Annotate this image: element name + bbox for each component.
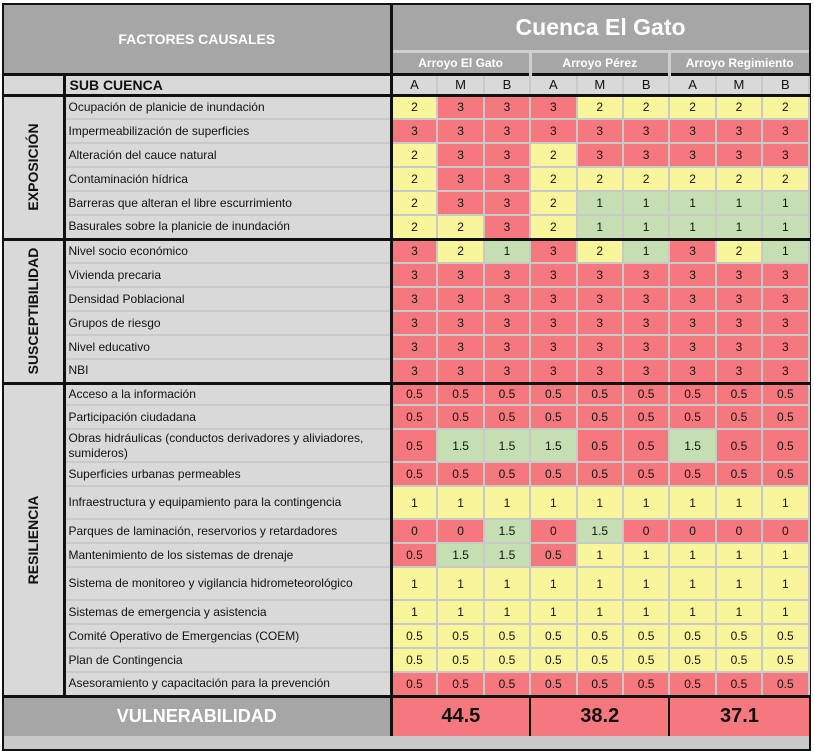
score-cell: 0.5	[484, 383, 530, 405]
score-cell: 3	[437, 359, 483, 383]
score-cell: 3	[669, 119, 715, 143]
score-cell: 2	[530, 167, 576, 191]
score-cell: 1	[716, 486, 762, 519]
score-cell: 1	[762, 543, 808, 567]
score-cell: 3	[484, 191, 530, 215]
score-cell: 1	[716, 543, 762, 567]
score-cell: 3	[530, 95, 576, 119]
score-cell: 0.5	[577, 429, 623, 462]
score-cell: 1	[623, 600, 669, 624]
score-cell: 3	[530, 335, 576, 359]
category-label: EXPOSICIÓN	[25, 123, 42, 211]
score-cell: 0.5	[669, 405, 715, 429]
score-cell: 0	[669, 519, 715, 543]
category-label: SUSCEPTIBILIDAD	[25, 247, 42, 375]
score-cell: 1	[577, 543, 623, 567]
score-cell: 3	[530, 119, 576, 143]
score-cell: 3	[391, 263, 437, 287]
factor-row	[4, 95, 809, 119]
score-cell: 0.5	[391, 624, 437, 648]
factor-label: Impermeabilización de superficies	[64, 119, 391, 143]
score-cell: 0	[391, 519, 437, 543]
score-cell: 0	[623, 519, 669, 543]
score-cell: 3	[716, 311, 762, 335]
factor-label: Sistemas de emergencia y asistencia	[64, 600, 391, 624]
score-cell: 0.5	[530, 383, 576, 405]
score-cell: 0.5	[437, 405, 483, 429]
score-cell: 3	[762, 335, 808, 359]
level-header: A	[669, 74, 715, 95]
score-cell: 0.5	[623, 462, 669, 486]
factor-label: Asesoramiento y capacitación para la prevención	[64, 672, 391, 696]
vulnerabilidad-value-arroyo-regimiento: 37.1	[669, 696, 808, 736]
score-cell: 1	[623, 215, 669, 239]
score-cell: 0.5	[577, 462, 623, 486]
score-cell: 1	[530, 600, 576, 624]
factor-row	[4, 311, 809, 335]
score-cell: 3	[716, 143, 762, 167]
score-cell: 1	[669, 486, 715, 519]
score-cell: 0.5	[716, 462, 762, 486]
vulnerability-table	[4, 5, 810, 736]
score-cell: 1.5	[484, 543, 530, 567]
level-header: M	[577, 74, 623, 95]
score-cell: 2	[437, 215, 483, 239]
score-cell: 2	[391, 215, 437, 239]
score-cell: 3	[669, 239, 715, 263]
score-cell: 0.5	[669, 383, 715, 405]
score-cell: 3	[577, 335, 623, 359]
score-cell: 1.5	[669, 429, 715, 462]
score-cell: 3	[437, 95, 483, 119]
score-cell: 0.5	[391, 672, 437, 696]
factor-row	[4, 335, 809, 359]
score-cell: 2	[669, 95, 715, 119]
factor-label: NBI	[64, 359, 391, 383]
score-cell: 0.5	[716, 383, 762, 405]
score-cell: 2	[716, 239, 762, 263]
factor-label: Superficies urbanas permeables	[64, 462, 391, 486]
score-cell: 3	[484, 215, 530, 239]
score-cell: 1	[623, 567, 669, 600]
score-cell: 1.5	[437, 429, 483, 462]
score-cell: 0.5	[577, 648, 623, 672]
score-cell: 1.5	[437, 543, 483, 567]
factor-row	[4, 567, 809, 600]
score-cell: 1	[669, 543, 715, 567]
score-cell: 3	[484, 143, 530, 167]
score-cell: 2	[762, 95, 808, 119]
factor-label: Grupos de riesgo	[64, 311, 391, 335]
score-cell: 3	[577, 311, 623, 335]
score-cell: 1	[669, 215, 715, 239]
score-cell: 1	[437, 600, 483, 624]
score-cell: 1.5	[484, 429, 530, 462]
factor-label: Participación ciudadana	[64, 405, 391, 429]
score-cell: 0.5	[577, 405, 623, 429]
score-cell: 1	[762, 215, 808, 239]
score-cell: 2	[391, 95, 437, 119]
score-cell: 1	[623, 543, 669, 567]
vulnerabilidad-label: VULNERABILIDAD	[4, 696, 391, 736]
score-cell: 1	[530, 486, 576, 519]
score-cell: 1	[716, 567, 762, 600]
score-cell: 3	[669, 335, 715, 359]
score-cell: 3	[391, 119, 437, 143]
score-cell: 3	[391, 311, 437, 335]
score-cell: 1	[577, 567, 623, 600]
score-cell: 3	[669, 311, 715, 335]
score-cell: 1	[623, 486, 669, 519]
score-cell: 0.5	[437, 648, 483, 672]
factor-row	[4, 119, 809, 143]
score-cell: 2	[577, 95, 623, 119]
score-cell: 3	[716, 335, 762, 359]
level-header: B	[762, 74, 808, 95]
score-cell: 3	[669, 359, 715, 383]
sub-cuenca-label: SUB CUENCA	[64, 74, 391, 95]
score-cell: 3	[484, 359, 530, 383]
score-cell: 3	[391, 359, 437, 383]
score-cell: 0.5	[530, 648, 576, 672]
score-cell: 2	[391, 167, 437, 191]
factor-row	[4, 405, 809, 429]
factor-label: Infraestructura y equipamiento para la contingencia	[64, 486, 391, 519]
score-cell: 1	[484, 486, 530, 519]
score-cell: 0.5	[437, 672, 483, 696]
score-cell: 1	[762, 239, 808, 263]
score-cell: 2	[623, 95, 669, 119]
score-cell: 0.5	[716, 624, 762, 648]
score-cell: 1	[762, 191, 808, 215]
score-cell: 3	[762, 119, 808, 143]
factor-label: Contaminación hídrica	[64, 167, 391, 191]
score-cell: 1	[716, 600, 762, 624]
score-cell: 0	[437, 519, 483, 543]
score-cell: 3	[669, 287, 715, 311]
score-cell: 1	[437, 486, 483, 519]
factor-row	[4, 167, 809, 191]
score-cell: 3	[437, 287, 483, 311]
score-cell: 2	[577, 167, 623, 191]
score-cell: 0.5	[530, 624, 576, 648]
score-cell: 2	[716, 95, 762, 119]
score-cell: 3	[577, 359, 623, 383]
score-cell: 0.5	[716, 405, 762, 429]
vulnerabilidad-value-arroyo-el-gato: 44.5	[391, 696, 530, 736]
factor-label: Densidad Poblacional	[64, 287, 391, 311]
score-cell: 0.5	[623, 383, 669, 405]
score-cell: 0.5	[623, 405, 669, 429]
factor-row	[4, 239, 809, 263]
score-cell: 1	[437, 567, 483, 600]
score-cell: 0.5	[530, 462, 576, 486]
score-cell: 3	[530, 287, 576, 311]
category-resiliencia	[4, 383, 64, 696]
level-header: M	[716, 74, 762, 95]
score-cell: 0.5	[716, 429, 762, 462]
score-cell: 0.5	[623, 624, 669, 648]
score-cell: 3	[716, 359, 762, 383]
score-cell: 0.5	[530, 543, 576, 567]
sub-basin-header-arroyo-perez: Arroyo Pérez	[530, 51, 669, 74]
score-cell: 2	[669, 167, 715, 191]
factor-label: Parques de laminación, reservorios y retardadores	[64, 519, 391, 543]
score-cell: 3	[437, 167, 483, 191]
score-cell: 3	[530, 239, 576, 263]
score-cell: 1	[391, 486, 437, 519]
score-cell: 1	[716, 191, 762, 215]
score-cell: 1	[577, 600, 623, 624]
score-cell: 3	[716, 287, 762, 311]
factor-label: Nivel socio económico	[64, 239, 391, 263]
factor-row	[4, 263, 809, 287]
score-cell: 0	[762, 519, 808, 543]
vulnerabilidad-value-arroyo-perez: 38.2	[530, 696, 669, 736]
score-cell: 0.5	[391, 429, 437, 462]
level-header: M	[437, 74, 483, 95]
score-cell: 2	[530, 191, 576, 215]
factor-row	[4, 486, 809, 519]
score-cell: 0.5	[391, 405, 437, 429]
score-cell: 0.5	[391, 462, 437, 486]
score-cell: 1	[716, 215, 762, 239]
score-cell: 3	[577, 143, 623, 167]
score-cell: 1	[484, 567, 530, 600]
factor-label: Comité Operativo de Emergencias (COEM)	[64, 624, 391, 648]
score-cell: 0.5	[484, 624, 530, 648]
score-cell: 0.5	[484, 672, 530, 696]
score-cell: 3	[437, 263, 483, 287]
score-cell: 1	[530, 567, 576, 600]
score-cell: 1	[623, 239, 669, 263]
score-cell: 3	[762, 263, 808, 287]
score-cell: 3	[762, 287, 808, 311]
score-cell: 0.5	[716, 672, 762, 696]
sub-basin-header-arroyo-regimiento: Arroyo Regimiento	[669, 51, 808, 74]
score-cell: 0.5	[623, 429, 669, 462]
score-cell: 3	[484, 95, 530, 119]
cuenca-title: Cuenca El Gato	[391, 5, 809, 51]
score-cell: 1	[669, 567, 715, 600]
score-cell: 3	[762, 143, 808, 167]
factor-row	[4, 143, 809, 167]
score-cell: 1.5	[530, 429, 576, 462]
score-cell: 1	[391, 600, 437, 624]
score-cell: 0.5	[391, 383, 437, 405]
score-cell: 0.5	[669, 462, 715, 486]
score-cell: 2	[762, 167, 808, 191]
score-cell: 2	[391, 143, 437, 167]
score-cell: 0.5	[669, 648, 715, 672]
score-cell: 0.5	[669, 624, 715, 648]
score-cell: 3	[484, 287, 530, 311]
score-cell: 0.5	[530, 405, 576, 429]
score-cell: 3	[484, 167, 530, 191]
score-cell: 3	[391, 335, 437, 359]
score-cell: 3	[437, 311, 483, 335]
score-cell: 0	[530, 519, 576, 543]
factor-label: Nivel educativo	[64, 335, 391, 359]
factor-row	[4, 519, 809, 543]
score-cell: 3	[623, 359, 669, 383]
score-cell: 3	[484, 311, 530, 335]
vulnerabilidad-row	[4, 696, 809, 736]
score-cell: 3	[437, 335, 483, 359]
score-cell: 2	[391, 191, 437, 215]
score-cell: 1	[577, 486, 623, 519]
factor-row	[4, 215, 809, 239]
score-cell: 0.5	[762, 405, 808, 429]
score-cell: 3	[437, 119, 483, 143]
level-header: A	[391, 74, 437, 95]
score-cell: 0.5	[437, 462, 483, 486]
score-cell: 3	[530, 263, 576, 287]
score-cell: 3	[577, 119, 623, 143]
score-cell: 0.5	[762, 429, 808, 462]
category-label: RESILIENCIA	[25, 495, 42, 584]
score-cell: 3	[623, 287, 669, 311]
category-susceptibilidad	[4, 239, 64, 383]
factor-row	[4, 429, 809, 462]
score-cell: 2	[437, 239, 483, 263]
factor-row	[4, 287, 809, 311]
score-cell: 0.5	[391, 648, 437, 672]
score-cell: 0.5	[762, 383, 808, 405]
score-cell: 0.5	[577, 672, 623, 696]
score-cell: 0.5	[762, 672, 808, 696]
score-cell: 0.5	[623, 648, 669, 672]
score-cell: 3	[623, 263, 669, 287]
score-cell: 1	[623, 191, 669, 215]
score-cell: 3	[391, 287, 437, 311]
factor-row	[4, 600, 809, 624]
category-exposicion	[4, 95, 64, 239]
score-cell: 3	[623, 143, 669, 167]
sub-cuenca-spacer	[4, 74, 64, 95]
score-cell: 3	[577, 263, 623, 287]
factor-label: Sistema de monitoreo y vigilancia hidrometeorológico	[64, 567, 391, 600]
factores-causales-header: FACTORES CAUSALES	[4, 5, 391, 74]
factor-row	[4, 543, 809, 567]
score-cell: 3	[669, 143, 715, 167]
factor-label: Vivienda precaria	[64, 263, 391, 287]
score-cell: 0.5	[437, 383, 483, 405]
score-cell: 3	[391, 239, 437, 263]
score-cell: 1.5	[484, 519, 530, 543]
score-cell: 1	[669, 600, 715, 624]
factor-row	[4, 648, 809, 672]
score-cell: 3	[530, 311, 576, 335]
score-cell: 0.5	[577, 383, 623, 405]
score-cell: 0.5	[762, 624, 808, 648]
factor-row	[4, 191, 809, 215]
factor-label: Basurales sobre la planicie de inundación	[64, 215, 391, 239]
score-cell: 0	[716, 519, 762, 543]
score-cell: 1	[484, 239, 530, 263]
score-cell: 0.5	[484, 462, 530, 486]
score-cell: 3	[577, 287, 623, 311]
level-header: B	[623, 74, 669, 95]
score-cell: 3	[762, 359, 808, 383]
score-cell: 3	[716, 119, 762, 143]
score-cell: 0.5	[484, 648, 530, 672]
factor-label: Acceso a la información	[64, 383, 391, 405]
score-cell: 3	[623, 119, 669, 143]
factor-row	[4, 383, 809, 405]
level-header: B	[484, 74, 530, 95]
score-cell: 3	[484, 263, 530, 287]
score-cell: 2	[577, 239, 623, 263]
factor-label: Ocupación de planicie de inundación	[64, 95, 391, 119]
score-cell: 3	[437, 191, 483, 215]
factor-label: Obras hidráulicas (conductos derivadores y aliviadores, sumideros)	[64, 429, 391, 462]
score-cell: 0.5	[762, 648, 808, 672]
level-header: A	[530, 74, 576, 95]
score-cell: 3	[484, 335, 530, 359]
score-cell: 0.5	[530, 672, 576, 696]
score-cell: 1	[577, 215, 623, 239]
factor-label: Plan de Contingencia	[64, 648, 391, 672]
score-cell: 1	[484, 600, 530, 624]
sub-basin-header-arroyo-el-gato: Arroyo El Gato	[391, 51, 530, 74]
score-cell: 1	[577, 191, 623, 215]
score-cell: 2	[716, 167, 762, 191]
score-cell: 3	[623, 335, 669, 359]
factor-row	[4, 624, 809, 648]
score-cell: 1	[762, 567, 808, 600]
score-cell: 2	[530, 143, 576, 167]
score-cell: 3	[762, 311, 808, 335]
score-cell: 3	[669, 263, 715, 287]
sub-cuenca-row	[4, 74, 809, 95]
factor-row	[4, 462, 809, 486]
score-cell: 2	[623, 167, 669, 191]
score-cell: 0.5	[484, 405, 530, 429]
score-cell: 1	[762, 600, 808, 624]
score-cell: 1	[762, 486, 808, 519]
factor-row	[4, 672, 809, 696]
score-cell: 0.5	[716, 648, 762, 672]
score-cell: 1	[669, 191, 715, 215]
score-cell: 0.5	[577, 624, 623, 648]
score-cell: 3	[437, 143, 483, 167]
factor-row	[4, 359, 809, 383]
score-cell: 0.5	[762, 462, 808, 486]
score-cell: 2	[530, 215, 576, 239]
score-cell: 0.5	[669, 672, 715, 696]
score-cell: 0.5	[623, 672, 669, 696]
score-cell: 0.5	[437, 624, 483, 648]
score-cell: 1.5	[577, 519, 623, 543]
score-cell: 1	[391, 567, 437, 600]
vulnerability-table-container	[2, 3, 811, 751]
score-cell: 3	[484, 119, 530, 143]
factor-label: Barreras que alteran el libre escurrimiento	[64, 191, 391, 215]
score-cell: 0.5	[391, 543, 437, 567]
factor-label: Mantenimiento de los sistemas de drenaje	[64, 543, 391, 567]
score-cell: 3	[716, 263, 762, 287]
score-cell: 3	[623, 311, 669, 335]
factor-label: Alteración del cauce natural	[64, 143, 391, 167]
score-cell: 3	[530, 359, 576, 383]
